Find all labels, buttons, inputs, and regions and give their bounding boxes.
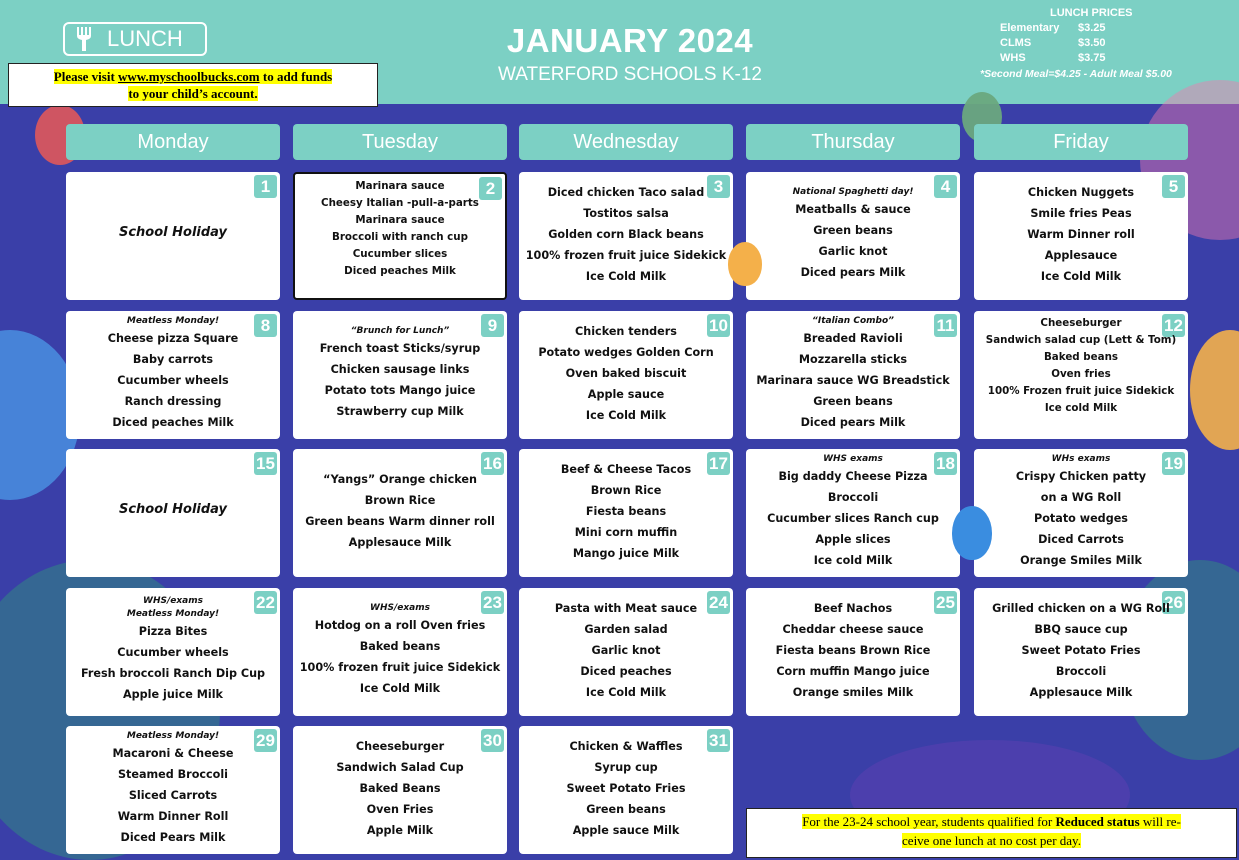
notice-bold: Reduced status xyxy=(1055,814,1140,829)
balloon-decoration xyxy=(952,506,992,560)
menu-item: Applesauce Milk xyxy=(348,536,452,549)
day-cell xyxy=(293,588,507,716)
menu-items xyxy=(66,499,280,520)
day-number: 22 xyxy=(254,591,277,614)
menu-item: Diced peaches Milk xyxy=(344,265,456,277)
day-number: 9 xyxy=(481,314,504,337)
menu-item: Potato wedges xyxy=(1034,512,1128,525)
menu-item: Apple sauce xyxy=(587,388,665,401)
day-cell xyxy=(66,172,280,300)
day-number: 29 xyxy=(254,729,277,752)
menu-item: Mango juice Milk xyxy=(572,547,680,560)
page-title: JANUARY 2024 xyxy=(506,22,754,59)
menu-item: Meatballs & sauce xyxy=(795,203,911,216)
menu-item: Apple sauce Milk xyxy=(572,824,680,837)
balloon-decoration xyxy=(728,242,762,286)
menu-item: Mini corn muffin xyxy=(574,526,678,539)
menu-item: Steamed Broccoli xyxy=(117,768,229,781)
menu-items xyxy=(293,736,507,841)
holiday-label: School Holiday xyxy=(118,225,228,240)
menu-item: Grilled chicken on a WG Roll xyxy=(992,602,1170,615)
menu-item: Beef & Cheese Tacos xyxy=(560,463,692,476)
menu-item: Brown Rice xyxy=(590,484,662,497)
day-number: 15 xyxy=(254,452,277,475)
menu-item: Potato wedges Golden Corn xyxy=(538,346,714,359)
day-theme-label: Meatless Monday! xyxy=(126,731,220,741)
menu-item: Cheeseburger xyxy=(355,740,445,753)
day-theme-label: WHS exams xyxy=(823,454,883,464)
menu-item: Marinara sauce xyxy=(355,214,445,226)
menu-item: Oven fries xyxy=(1051,368,1111,380)
day-cell xyxy=(66,588,280,716)
menu-items xyxy=(746,453,960,571)
menu-item: Cucumber slices Ranch cup xyxy=(767,512,939,525)
notice-text: to add funds xyxy=(259,69,333,84)
reduced-status-notice xyxy=(746,808,1237,858)
day-cell xyxy=(66,449,280,577)
lunch-logo xyxy=(63,22,207,56)
menu-item: Ice cold Milk xyxy=(813,554,893,567)
menu-items xyxy=(293,325,507,422)
menu-item: Green beans xyxy=(586,803,666,816)
notice-text: Please visit xyxy=(53,69,119,84)
menu-items xyxy=(66,730,280,848)
menu-item: Broccoli xyxy=(827,491,879,504)
menu-item: Macaroni & Cheese xyxy=(112,747,234,760)
day-number: 17 xyxy=(707,452,730,475)
menu-item: Garlic knot xyxy=(818,245,888,258)
menu-item: Cucumber wheels xyxy=(117,374,229,387)
price-value: $3.25 xyxy=(1078,22,1106,34)
menu-item: Brown Rice xyxy=(364,494,436,507)
menu-item: Smile fries Peas xyxy=(1030,207,1132,220)
lunch-prices xyxy=(980,6,1230,82)
menu-item: Applesauce Milk xyxy=(1029,686,1133,699)
price-label: CLMS xyxy=(1000,37,1032,49)
menu-item: Fiesta beans Brown Rice xyxy=(775,644,931,657)
day-number: 2 xyxy=(479,177,502,200)
day-cell xyxy=(974,449,1188,577)
menu-item: Cheeseburger xyxy=(1040,317,1122,329)
menu-item: Diced Pears Milk xyxy=(120,831,226,844)
day-cell xyxy=(293,311,507,439)
menu-items xyxy=(974,315,1188,417)
menu-item: Apple Milk xyxy=(366,824,434,837)
prices-title: LUNCH PRICES xyxy=(1050,7,1133,19)
day-theme-label: WHS/exams xyxy=(370,603,430,613)
day-theme-label: National Spaghetti day! xyxy=(792,187,914,197)
day-number: 8 xyxy=(254,314,277,337)
funds-notice xyxy=(8,63,378,107)
menu-item: Diced peaches xyxy=(580,665,672,678)
menu-item: Pizza Bites xyxy=(138,625,208,638)
menu-item: Diced pears Milk xyxy=(800,266,906,279)
day-cell xyxy=(974,311,1188,439)
menu-items xyxy=(293,469,507,553)
menu-item: Warm Dinner Roll xyxy=(117,810,229,823)
menu-item: Sweet Potato Fries xyxy=(1021,644,1141,657)
menu-item: Ice Cold Milk xyxy=(359,682,441,695)
day-number: 24 xyxy=(707,591,730,614)
menu-item: Sandwich Salad Cup xyxy=(336,761,464,774)
day-number: 4 xyxy=(934,175,957,198)
menu-items xyxy=(746,598,960,703)
menu-item: Broccoli xyxy=(1055,665,1107,678)
menu-items xyxy=(66,315,280,433)
menu-item: Hotdog on a roll Oven fries xyxy=(314,619,486,632)
menu-item: Green beans Warm dinner roll xyxy=(305,515,495,528)
price-value: $3.75 xyxy=(1078,52,1106,64)
day-cell xyxy=(519,311,733,439)
menu-item: “Yangs” Orange chicken xyxy=(323,473,477,486)
menu-item: Cheese pizza Square xyxy=(107,332,239,345)
menu-item: Big daddy Cheese Pizza xyxy=(778,470,928,483)
menu-item: French toast Sticks/syrup xyxy=(319,342,481,355)
menu-item: Fiesta beans xyxy=(585,505,667,518)
menu-item: Ranch dressing xyxy=(124,395,222,408)
decor-circle xyxy=(1190,330,1239,450)
menu-item: Orange smiles Milk xyxy=(792,686,914,699)
prices-note: *Second Meal=$4.25 - Adult Meal $5.00 xyxy=(980,68,1172,80)
day-cell xyxy=(519,588,733,716)
fork-icon xyxy=(75,27,93,51)
day-cell xyxy=(293,449,507,577)
menu-items xyxy=(974,182,1188,287)
menu-items xyxy=(519,182,733,287)
menu-items xyxy=(519,459,733,564)
menu-item: Ice Cold Milk xyxy=(1040,270,1122,283)
day-theme-label: WHs exams xyxy=(1051,454,1111,464)
menu-item: Cheddar cheese sauce xyxy=(782,623,924,636)
day-cell xyxy=(66,311,280,439)
day-cell xyxy=(746,588,960,716)
menu-item: Sweet Potato Fries xyxy=(566,782,686,795)
menu-items xyxy=(66,595,280,705)
day-theme-label: Meatless Monday! xyxy=(126,316,220,326)
day-number: 10 xyxy=(707,314,730,337)
day-cell xyxy=(746,311,960,439)
menu-item: Diced Carrots xyxy=(1038,533,1124,546)
menu-item: Beef Nachos xyxy=(813,602,893,615)
menu-item: Oven Fries xyxy=(366,803,434,816)
menu-item: Orange Smiles Milk xyxy=(1020,554,1142,567)
price-label: WHS xyxy=(1000,52,1026,64)
day-header-friday: Friday xyxy=(974,124,1188,160)
menu-item: BBQ sauce cup xyxy=(1034,623,1128,636)
menu-item: Ice cold Milk xyxy=(1044,402,1118,414)
day-header-thursday: Thursday xyxy=(746,124,960,160)
day-theme-label: Meatless Monday! xyxy=(126,609,220,619)
menu-item: Green beans xyxy=(813,395,893,408)
page-subtitle: WATERFORD SCHOOLS K-12 xyxy=(498,64,762,85)
menu-item: Diced peaches Milk xyxy=(112,416,234,429)
menu-item: 100% Frozen fruit juice Sidekick xyxy=(987,385,1175,397)
day-number: 31 xyxy=(707,729,730,752)
day-number: 12 xyxy=(1162,314,1185,337)
day-number: 25 xyxy=(934,591,957,614)
menu-item: Ice Cold Milk xyxy=(585,409,667,422)
menu-item: Marinara sauce WG Breadstick xyxy=(756,374,950,387)
notice-text: will re- xyxy=(1139,814,1181,829)
menu-items xyxy=(974,453,1188,571)
day-cell xyxy=(746,172,960,300)
menu-item: Chicken tenders xyxy=(575,325,677,338)
menu-items xyxy=(293,602,507,699)
day-cell xyxy=(974,172,1188,300)
menu-items xyxy=(746,186,960,283)
menu-item: on a WG Roll xyxy=(1040,491,1122,504)
day-number: 23 xyxy=(481,591,504,614)
myschoolbucks-link[interactable]: www.myschoolbucks.com xyxy=(118,69,260,84)
holiday-label: School Holiday xyxy=(118,502,228,517)
menu-item: Corn muffin Mango juice xyxy=(776,665,930,678)
day-header-monday: Monday xyxy=(66,124,280,160)
menu-item: Chicken sausage links xyxy=(330,363,470,376)
menu-item: Syrup cup xyxy=(594,761,658,774)
menu-item: Broccoli with ranch cup xyxy=(332,231,468,243)
menu-item: 100% frozen fruit juice Sidekick xyxy=(525,249,727,262)
menu-item: Potato tots Mango juice xyxy=(324,384,476,397)
menu-item: Cheesy Italian -pull-a-parts xyxy=(321,197,479,209)
day-number: 11 xyxy=(934,314,957,337)
menu-items xyxy=(746,315,960,433)
menu-item: Baked beans xyxy=(1043,351,1119,363)
menu-item: Baked Beans xyxy=(359,782,441,795)
menu-item: Tostitos salsa xyxy=(583,207,669,220)
menu-item: Applesauce xyxy=(1044,249,1118,262)
day-cell xyxy=(519,726,733,854)
day-cell xyxy=(519,449,733,577)
menu-item: Breaded Ravioli xyxy=(803,332,903,345)
menu-items xyxy=(66,222,280,243)
day-cell xyxy=(66,726,280,854)
menu-item: Mozzarella sticks xyxy=(798,353,908,366)
menu-item: 100% frozen fruit juice Sidekick xyxy=(299,661,501,674)
price-value: $3.50 xyxy=(1078,37,1106,49)
day-number: 19 xyxy=(1162,452,1185,475)
day-cell xyxy=(293,726,507,854)
menu-item: Crispy Chicken patty xyxy=(1015,470,1147,483)
day-number: 18 xyxy=(934,452,957,475)
day-header-wednesday: Wednesday xyxy=(519,124,733,160)
notice-text: For the 23-24 school year, students qualified for xyxy=(802,814,1056,829)
menu-item: Apple slices xyxy=(815,533,891,546)
menu-item: Apple juice Milk xyxy=(123,688,223,701)
day-number: 16 xyxy=(481,452,504,475)
menu-item: Chicken & Waffles xyxy=(569,740,683,753)
day-number: 30 xyxy=(481,729,504,752)
day-theme-label: “Brunch for Lunch” xyxy=(350,326,450,336)
menu-item: Green beans xyxy=(813,224,893,237)
menu-items xyxy=(295,178,505,280)
menu-item: Warm Dinner roll xyxy=(1027,228,1135,241)
day-header-tuesday: Tuesday xyxy=(293,124,507,160)
menu-item: Garden salad xyxy=(584,623,668,636)
day-number: 5 xyxy=(1162,175,1185,198)
menu-item: Baby carrots xyxy=(132,353,214,366)
notice-text: to your child’s account. xyxy=(128,86,258,101)
notice-text: ceive one lunch at no cost per day. xyxy=(902,833,1081,848)
day-cell xyxy=(746,449,960,577)
menu-item: Marinara sauce xyxy=(355,180,445,192)
day-theme-label: “Italian Combo” xyxy=(812,316,894,326)
menu-item: Sliced Carrots xyxy=(128,789,218,802)
menu-items xyxy=(519,321,733,426)
day-number: 3 xyxy=(707,175,730,198)
day-cell xyxy=(974,588,1188,716)
menu-item: Oven baked biscuit xyxy=(565,367,687,380)
day-theme-label: WHS/exams xyxy=(143,596,203,606)
menu-item: Pasta with Meat sauce xyxy=(554,602,698,615)
menu-item: Strawberry cup Milk xyxy=(336,405,464,418)
menu-item: Diced chicken Taco salad xyxy=(547,186,705,199)
menu-item: Ice Cold Milk xyxy=(585,270,667,283)
menu-item: Golden corn Black beans xyxy=(548,228,704,241)
menu-items xyxy=(974,598,1188,703)
day-number: 26 xyxy=(1162,591,1185,614)
menu-items xyxy=(519,598,733,703)
menu-item: Cucumber slices xyxy=(352,248,448,260)
menu-item: Chicken Nuggets xyxy=(1027,186,1135,199)
logo-label: LUNCH xyxy=(107,26,183,51)
menu-item: Fresh broccoli Ranch Dip Cup xyxy=(80,667,266,680)
price-label: Elementary xyxy=(1000,22,1060,34)
menu-item: Sandwich salad cup (Lett & Tom) xyxy=(985,334,1177,346)
day-number: 1 xyxy=(254,175,277,198)
menu-item: Cucumber wheels xyxy=(117,646,229,659)
menu-item: Ice Cold Milk xyxy=(585,686,667,699)
day-cell xyxy=(293,172,507,300)
menu-item: Garlic knot xyxy=(591,644,661,657)
day-cell xyxy=(519,172,733,300)
menu-item: Diced pears Milk xyxy=(800,416,906,429)
menu-items xyxy=(519,736,733,841)
menu-item: Baked beans xyxy=(359,640,441,653)
